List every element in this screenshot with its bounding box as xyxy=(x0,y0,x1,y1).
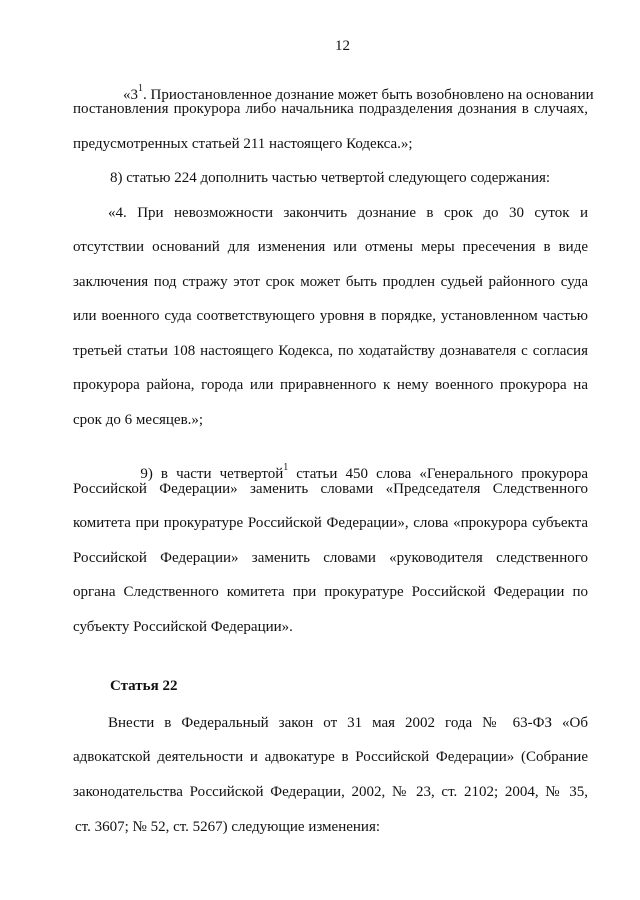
paragraph-line: или военного суда соответствующего уровня в порядке, установленном частью xyxy=(73,308,588,324)
paragraph-line: Внести в Федеральный закон от 31 мая 2002 года № 63-ФЗ «Об xyxy=(108,715,588,731)
line-text: статьи 450 слова «Генерального прокурора xyxy=(288,466,588,482)
line-text: . Приостановленное дознание может быть возобновлено на основании xyxy=(143,87,594,103)
paragraph-line: Российской Федерации» заменить словами «Председателя Следственного xyxy=(73,481,588,497)
paragraph-line: третьей статьи 108 настоящего Кодекса, по ходатайству дознавателя с согласия xyxy=(73,343,588,359)
paragraph-line: органа Следственного комитета при прокуратуре Российской Федерации по xyxy=(73,584,588,600)
page-number: 12 xyxy=(335,38,350,54)
paragraph-line: предусмотренных статьей 211 настоящего Кодекса.»; xyxy=(73,136,413,152)
paragraph-line: законодательства Российской Федерации, 2002, № 23, ст. 2102; 2004, № 35, xyxy=(73,784,588,800)
paragraph-line: прокурора района, города или приравненного к нему военного прокурора на xyxy=(73,377,588,393)
paragraph-line: 8) статью 224 дополнить частью четвертой следующего содержания: xyxy=(110,170,551,186)
paragraph-line: заключения под стражу этот срок может быть продлен судьей районного суда xyxy=(73,274,588,290)
article-heading: Статья 22 xyxy=(110,678,178,694)
superscript: 1 xyxy=(283,462,289,473)
paragraph-line: комитета при прокуратуре Российской Федерации», слова «прокурора субъекта xyxy=(73,515,588,531)
line-text: 9) в части четвертой xyxy=(140,466,284,482)
paragraph-line: Российской Федерации» заменить словами «руководителя следственного xyxy=(73,550,588,566)
paragraph-line: срок до 6 месяцев.»; xyxy=(73,412,204,428)
line-text: «3 xyxy=(123,87,138,103)
paragraph-line: ст. 3607; № 52, ст. 5267) следующие изменения: xyxy=(75,819,381,835)
superscript: 1 xyxy=(138,83,143,94)
paragraph-line: адвокатской деятельности и адвокатуре в Российской Федерации» (Собрание xyxy=(73,749,588,765)
paragraph-line: «4. При невозможности закончить дознание в срок до 30 суток и xyxy=(108,205,588,221)
paragraph-line: отсутствии оснований для изменения или отмены меры пресечения в виде xyxy=(73,239,588,255)
paragraph-line: постановления прокурора либо начальника подразделения дознания в случаях, xyxy=(73,101,588,117)
paragraph-line: субъекту Российской Федерации». xyxy=(73,619,293,635)
